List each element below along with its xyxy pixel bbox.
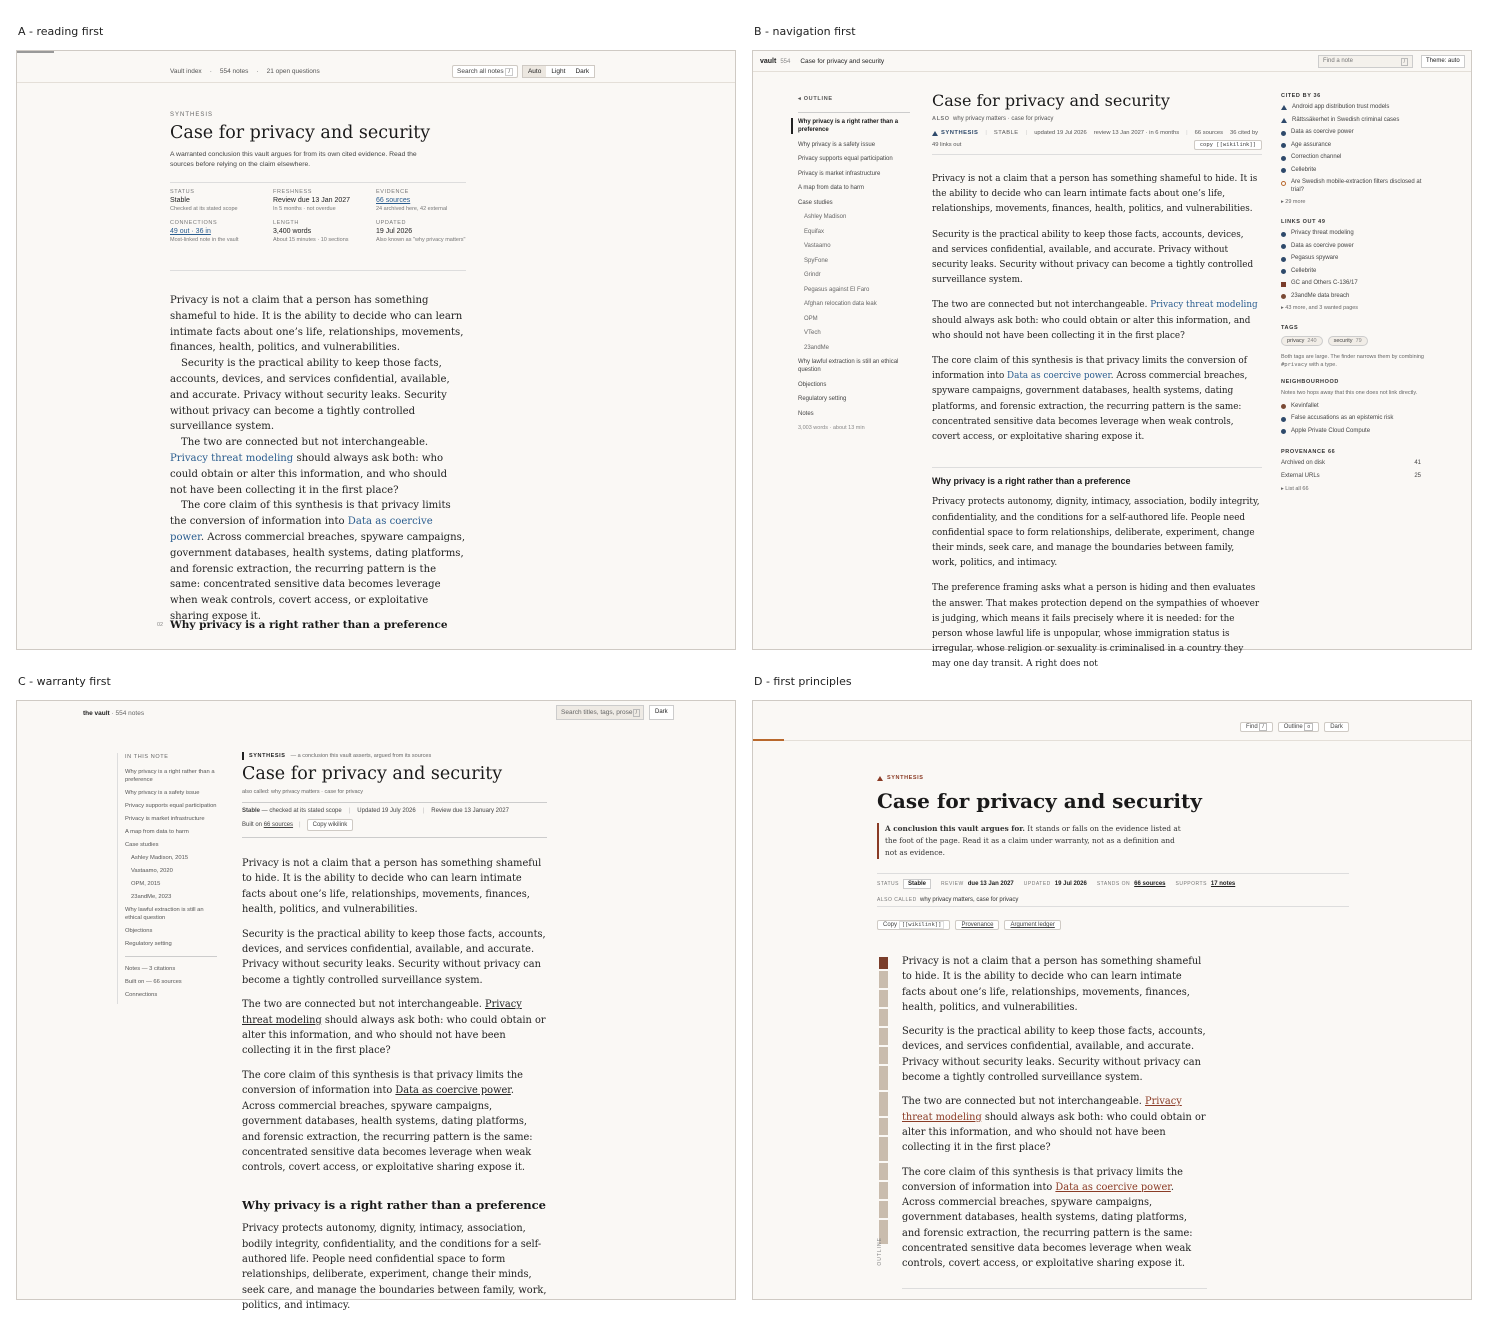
outline-rail-segment[interactable] xyxy=(879,971,888,988)
outline-sidebar xyxy=(798,95,910,439)
outline-rail-segment[interactable] xyxy=(879,1047,888,1064)
dot-icon xyxy=(1281,257,1286,262)
outline-item[interactable]: Case studies xyxy=(798,199,833,206)
side-list-label: Pegasus spyware xyxy=(1291,255,1339,261)
note-kicker: SYNTHESIS — a conclusion this vault asserts, argued from its sources xyxy=(242,752,547,760)
side-list-label: False accusations as an epistemic risk xyxy=(1291,415,1394,421)
breadcrumb: Vault index · 554 notes · 21 open questions xyxy=(170,68,320,75)
panel-label-c: C - warranty first xyxy=(18,675,111,688)
section-heading: Why privacy is a right rather than a preference xyxy=(170,619,448,631)
toc-item[interactable]: 23andMe, 2023 xyxy=(131,894,172,900)
toc-footer-item[interactable]: Built on — 66 sources xyxy=(125,979,182,985)
outline-item[interactable]: Ashley Madison xyxy=(804,214,847,220)
meta-review: REVIEW due 13 Jan 2027 xyxy=(941,881,1014,887)
copy-wikilink-button[interactable]: Copy wikilink xyxy=(307,819,354,831)
main-column xyxy=(932,91,1262,683)
paragraph-2: Security is the practical ability to keep those facts, accounts, devices, and services confidential, available, and accurate. Privacy without security leaks. Security without privacy can become a tightly controlled surveillance system. xyxy=(902,1026,1206,1084)
note-type-eyebrow: SYNTHESIS xyxy=(170,112,214,118)
theme-light-button[interactable]: Light xyxy=(551,68,566,75)
aliases: also called: why privacy matters · case for privacy xyxy=(242,789,364,795)
theme-switcher xyxy=(522,65,595,78)
outline-item[interactable]: Grindr xyxy=(804,272,821,278)
outline-item[interactable]: Why privacy is a right rather than a preference xyxy=(791,118,910,134)
meta-key: EVIDENCE xyxy=(376,189,409,195)
section-heading: Why privacy is a right rather than a preference xyxy=(242,1197,546,1212)
toc-item[interactable]: Why privacy is a safety issue xyxy=(125,790,200,796)
sources-count[interactable]: 66 sources xyxy=(1194,130,1224,136)
side-list-item[interactable] xyxy=(1281,117,1431,125)
meta-updated: UPDATED 19 Jul 2026 xyxy=(1023,881,1087,887)
note-body xyxy=(242,856,547,1314)
breadcrumb: Case for privacy and security xyxy=(800,58,885,65)
outline-rail-segment[interactable] xyxy=(879,1028,888,1045)
theme-dark-button[interactable]: Dark xyxy=(575,68,590,75)
outline-rail-segment[interactable] xyxy=(879,1201,888,1218)
top-bar xyxy=(17,51,735,83)
data-coercive-power-link[interactable]: Data as coercive power xyxy=(395,1085,511,1097)
side-list-label: Age assurance xyxy=(1291,141,1332,148)
search-key-hint: / xyxy=(505,68,513,76)
data-coercive-power-link[interactable]: Data as coercive power xyxy=(1007,371,1111,382)
outline-item[interactable]: Privacy supports equal participation xyxy=(798,156,893,162)
cited-more-link[interactable]: ▸ 29 more xyxy=(1281,199,1306,205)
side-list-item[interactable] xyxy=(1281,154,1431,162)
meta-grid xyxy=(170,189,466,244)
aliases: ALSO why privacy matters · case for privacy xyxy=(932,116,1054,122)
privacy-threat-modeling-link[interactable]: Privacy threat modeling xyxy=(170,452,294,464)
data-coercive-power-link[interactable]: Data as coercive power xyxy=(170,516,433,543)
side-list-item[interactable] xyxy=(1281,167,1431,175)
sources-link[interactable]: 66 sources xyxy=(263,822,294,828)
meta-key: LENGTH xyxy=(273,219,299,226)
paragraph-5: Privacy protects autonomy, dignity, intimacy, association, bodily integrity, confidentiality, and the conditions for a self-authored life. People need confidential space to form relationships, deliberate, experiment, change their minds, seek care, and manage the boundaries between family, work, politics, and intimacy. xyxy=(932,497,1260,569)
side-list-label: Android app distribution trust models xyxy=(1292,104,1390,110)
dot-icon xyxy=(1281,244,1286,249)
table-of-contents xyxy=(117,753,217,1004)
open-circle-icon xyxy=(1281,181,1286,186)
outline-item[interactable]: Vastaamo xyxy=(804,243,831,249)
side-list-label: Cellebrite xyxy=(1291,166,1317,173)
meta-sub: Checked at its stated scope xyxy=(170,206,238,212)
outline-heading: ◂ OUTLINE xyxy=(798,96,833,102)
side-list-label: Data as coercive power xyxy=(1291,129,1354,135)
triangle-icon xyxy=(1281,118,1287,123)
outline-item[interactable]: Pegasus against El Faro xyxy=(804,286,870,293)
note-body xyxy=(932,172,1262,673)
toc-item[interactable]: Regulatory setting xyxy=(125,941,172,947)
paragraph-1: Privacy is not a claim that a person has something shameful to hide. It is the ability to decide who can learn intimate facts about one’s life, relationships, movements, finances, health, politics, and vulnerabilities. xyxy=(170,295,464,354)
meta-key: FRESHNESS xyxy=(273,189,313,195)
tags-note: Both tags are large. The finder narrows them by combining #privacy with a type. xyxy=(1281,354,1424,368)
dot-icon xyxy=(1281,168,1286,173)
paragraph-5: Privacy protects autonomy, dignity, intimacy, association, bodily integrity, confidentiality, and the conditions for a self-authored life. People need confidential space to form relationships, deliberate, experiment, change their minds, seek care, and manage the boundaries between family, work, politics, and intimacy. xyxy=(242,1223,547,1312)
outline-item[interactable]: Afghan relocation data leak xyxy=(804,301,877,307)
links-out-more-link[interactable]: ▸ 43 more, and 3 wanted pages xyxy=(1281,305,1359,311)
paragraph-2: Security is the practical ability to keep those facts, accounts, devices, and services confidential, available, and accurate. Privacy without security leaks. Security without privacy can become a tightly controlled surveillance system. xyxy=(932,229,1254,286)
variant-d-panel xyxy=(752,700,1472,1300)
paragraph-4: The core claim of this synthesis is that privacy limits the conversion of information into Data as coercive power. Across commercial breaches, spyware campaigns, government databases, health systems, dating platforms, and forensic extraction, the recurring pattern is the same: concentrated sensitive data becomes leverage when weak controls, covert access, or exploitative sharing expose it. xyxy=(242,1069,533,1174)
side-list-label: Kevinfallet xyxy=(1291,402,1319,409)
meta-value: Stable xyxy=(170,197,190,204)
paragraph-4: The core claim of this synthesis is that privacy limits the conversion of information into Data as coercive power. Across commercial breaches, spyware campaigns, government databases, health systems, dating platforms, and forensic extraction, the recurring pattern is the same: concentrated sensitive data becomes leverage when weak controls, covert access, or exploitative sharing expose it. xyxy=(902,1166,1193,1270)
meta-sub: Also known as "why privacy matters" xyxy=(376,236,466,243)
side-list-item[interactable] xyxy=(1281,428,1431,436)
paragraph-3: The two are connected but not interchangeable. Privacy threat modeling should always ask both: who could obtain or alter this information, and who should not have been collecting it in the first place? xyxy=(170,437,448,496)
meta-value: Review due 13 Jan 2027 xyxy=(273,197,351,204)
toc-item[interactable]: Objections xyxy=(125,928,153,934)
outline-button[interactable]: Outline o xyxy=(1278,722,1319,732)
side-list-item[interactable] xyxy=(1281,415,1431,423)
side-list-label: Cellebrite xyxy=(1291,267,1317,274)
argument-ledger-button[interactable]: Argument ledger xyxy=(1004,920,1060,930)
outline-item[interactable]: Why privacy is a safety issue xyxy=(798,141,876,148)
side-list-label: Rättssäkerhet in Swedish criminal cases xyxy=(1292,116,1400,123)
toc-item[interactable]: Why lawful extraction is still an ethical question xyxy=(125,907,204,921)
meta-value: 3,400 words xyxy=(273,227,312,235)
side-list-item[interactable] xyxy=(1281,104,1431,112)
status-tag: STABLE xyxy=(993,130,1019,136)
meta-strip: SYNTHESIS | STABLE | updated 19 Jul 2026 review 13 Jan 2027 · in 6 months | 66 sources 36 cited by xyxy=(932,130,1262,136)
toc-item[interactable]: Vastaamo, 2020 xyxy=(131,868,173,874)
outline-item[interactable]: Privacy is market infrastructure xyxy=(798,170,881,177)
divider xyxy=(877,873,1349,874)
side-list-label: GC and Others C-136/17 xyxy=(1291,280,1358,286)
triangle-icon xyxy=(1281,105,1287,110)
meta-key: UPDATED xyxy=(376,219,407,226)
side-list-item[interactable] xyxy=(1281,403,1431,411)
outline-item[interactable]: Equifax xyxy=(804,228,825,235)
tags-heading: TAGS xyxy=(1281,325,1299,331)
meta-status[interactable]: STATUS Stable xyxy=(877,881,931,887)
variant-b-panel xyxy=(752,50,1472,670)
meta-value: 19 Jul 2026 xyxy=(376,227,413,235)
outline-item[interactable]: Regulatory setting xyxy=(798,396,847,402)
meta-sub: In 5 months · not overdue xyxy=(273,206,336,212)
search-button[interactable]: Search all notes / xyxy=(452,65,518,78)
privacy-threat-modeling-link[interactable]: Privacy threat modeling xyxy=(902,1096,1182,1123)
aliases: ALSO CALLED why privacy matters, case for privacy xyxy=(877,897,1019,903)
outline-item[interactable]: A map from data to harm xyxy=(798,185,865,191)
tag-chip[interactable]: security 79 xyxy=(1328,336,1368,346)
paragraph-1: Privacy is not a claim that a person has something shameful to hide. It is the ability to decide who can learn intimate facts about one’s life, relationships, movements, finances, health, politics, and vulnerabilities. xyxy=(242,858,542,916)
divider xyxy=(170,182,466,183)
side-list-label: Correction channel xyxy=(1291,154,1342,160)
top-bar xyxy=(753,701,1471,741)
main-column: SYNTHESIS — a conclusion this vault asserts, argued from its sources Case for privacy and security also called: why privacy matters · case for privacy Stable — checked at its stated scope | Updated 19 July 2026 | Review due 13 January 2027 Built on 66 sources | Copy wikilink Privacy is not a claim that a person has something shameful to hide. It is the ability to decide who can learn intimate facts about one’s life, relationships, movements, finances, health, politics, and vulnerabilities. Security is the practical ability to keep those facts, accounts, devices, and services confidential, available, and accurate. Privacy without security leaks. Security without privacy can become a tightly controlled surveillance system. The two are connected but not interchangeable. Privacy threat modeling should always ask both: who could obtain or alter this information, and who should not have been collecting it in the first place? The core claim of this synthesis is that privacy limits the conversion of information into Data as coercive power. Across commercial breaches, spyware campaigns, government databases, health systems, dating platforms, and forensic extraction, the recurring pattern is the same: concentrated sensitive data becomes leverage when weak controls, covert access, or exploitative sharing expose it. Why privacy is a right rather than a preference Privacy protects autonomy, dignity, intimacy, association, bodily integrity, confidentiality, and the conditions for a self-authored life. People need confidential space to form relationships, deliberate, experiment, change their minds, seek care, and manage the boundaries between family, work, politics, and intimacy. xyxy=(242,752,547,1323)
updated-date: Updated 19 July 2026 xyxy=(357,808,416,814)
reading-progress xyxy=(17,51,54,53)
meta-sub: 24 archived here, 42 external xyxy=(376,206,448,212)
reading-progress xyxy=(753,739,784,741)
cited-by-count[interactable]: 36 cited by xyxy=(1230,130,1259,136)
top-bar xyxy=(17,701,735,724)
warranty-strip: Stable — checked at its stated scope | Updated 19 July 2026 | Review due 13 January 2027 xyxy=(242,802,547,814)
theme-button[interactable]: Theme: auto xyxy=(1421,55,1465,68)
outline-rail-segment[interactable] xyxy=(879,1163,888,1180)
meta-length xyxy=(273,220,376,245)
meta-evidence xyxy=(376,189,466,214)
dot-icon xyxy=(1281,269,1286,274)
outline-item[interactable]: SpyFone xyxy=(804,257,829,264)
divider xyxy=(170,270,466,271)
links-out-heading: LINKS OUT 49 xyxy=(1281,219,1326,225)
meta-connections xyxy=(170,220,273,245)
page-deck: A warranted conclusion this vault argues for from its own cited evidence. Read the sources before relying on the claim elsewhere. xyxy=(170,151,417,168)
section-heading: Why privacy is a right rather than a preference xyxy=(932,467,1262,489)
provenance-row: External URLs 25 xyxy=(1281,473,1421,479)
dot-icon xyxy=(1281,232,1286,237)
brand[interactable]: the vault xyxy=(83,710,110,717)
outline-rail-label: OUTLINE xyxy=(877,1237,883,1266)
paragraph-1: Privacy is not a claim that a person has something shameful to hide. It is the ability to decide who can learn intimate facts about one’s life, relationships, movements, finances, health, politics, and vulnerabilities. xyxy=(902,956,1202,1013)
provenance-list-link[interactable]: ▸ List all 66 xyxy=(1281,486,1309,492)
meta-sub: About 15 minutes · 10 sections xyxy=(273,236,349,243)
outline-rail-segment[interactable] xyxy=(879,1066,888,1090)
dark-mode-button[interactable]: Dark xyxy=(1324,722,1349,732)
outline-item[interactable]: Why lawful extraction is still an ethical question xyxy=(798,359,899,373)
side-list-item[interactable] xyxy=(1281,142,1431,150)
brand[interactable]: vault xyxy=(760,58,777,65)
side-list-item[interactable] xyxy=(1281,243,1431,251)
find-button[interactable]: Find / xyxy=(1240,722,1273,732)
side-list-item[interactable] xyxy=(1281,230,1431,238)
side-list-label: Are Swedish mobile-extraction filters disclosed at trial? xyxy=(1291,179,1422,193)
meta-updated xyxy=(376,220,466,245)
review-date: review 13 Jan 2027 · in 6 months xyxy=(1093,130,1180,136)
built-on: Built on 66 sources xyxy=(242,822,294,828)
status: Stable — checked at its stated scope xyxy=(242,808,342,814)
dot-icon xyxy=(1281,294,1286,299)
divider xyxy=(902,1288,1207,1289)
links-out-count[interactable]: 49 links out xyxy=(932,142,962,148)
panel-label-a: A - reading first xyxy=(18,25,104,38)
toc-item[interactable]: OPM, 2015 xyxy=(131,881,161,887)
dot-icon xyxy=(1281,131,1286,136)
paragraph-3: The two are connected but not interchangeable. Privacy threat modeling should always ask both: who could obtain or alter this information, and who should not have been collecting it in the first place? xyxy=(242,999,546,1057)
panel-label-b: B - navigation first xyxy=(754,25,856,38)
side-list-label: Apple Private Cloud Compute xyxy=(1291,427,1371,434)
outline-footer: 3,003 words · about 13 min xyxy=(798,425,865,431)
page-title: Case for privacy and security xyxy=(242,764,503,784)
dot-icon xyxy=(1281,417,1286,422)
outline-item[interactable]: VTech xyxy=(804,330,821,336)
toc-item[interactable]: Privacy supports equal participation xyxy=(125,803,217,809)
vault-index-link[interactable]: Vault index xyxy=(170,68,202,75)
side-list-item[interactable] xyxy=(1281,268,1431,276)
variant-c-panel xyxy=(16,700,736,1312)
toc-item[interactable]: Case studies xyxy=(125,842,159,848)
side-list-item[interactable] xyxy=(1281,179,1431,194)
meta-value[interactable]: 49 out · 36 in xyxy=(170,227,211,235)
paragraph-2: Security is the practical ability to keep those facts, accounts, devices, and services confidential, available, and accurate. Privacy without security leaks. Security without privacy can become a tightly controlled surveillance system. xyxy=(170,358,450,433)
page-title: Case for privacy and security xyxy=(170,123,431,143)
outline-rail-segment[interactable] xyxy=(879,1137,888,1161)
outline-rail-segment[interactable] xyxy=(879,1009,888,1026)
side-list-item[interactable] xyxy=(1281,129,1431,137)
outline-rail-segment[interactable] xyxy=(879,957,888,969)
meta-supports[interactable]: SUPPORTS 17 notes xyxy=(1175,881,1236,887)
side-list-item[interactable] xyxy=(1281,293,1431,301)
outline-item[interactable]: OPM xyxy=(804,315,818,322)
note-type-eyebrow: SYNTHESIS xyxy=(877,775,924,781)
neighbourhood-note: Notes two hops away that this one does not link directly. xyxy=(1281,390,1418,396)
toc-heading: IN THIS NOTE xyxy=(125,754,169,760)
paragraph-4: The core claim of this synthesis is that privacy limits the conversion of information into Data as coercive power. Across commercial breaches, spyware campaigns, government databases, health systems, dating platforms, and forensic extraction, the recurring pattern is the same: concentrated sensitive data becomes leverage when weak controls, covert access, or exploitative sharing expose it. xyxy=(170,500,466,622)
neighbourhood-heading: NEIGHBOURHOOD xyxy=(1281,379,1339,385)
toc-footer-item[interactable]: Connections xyxy=(125,992,158,998)
toc-item[interactable]: Privacy is market infrastructure xyxy=(125,816,205,822)
open-questions-link[interactable]: 21 open questions xyxy=(266,68,320,75)
find-note-input[interactable]: Find a note / xyxy=(1318,55,1413,68)
outline-item[interactable]: Objections xyxy=(798,381,827,388)
panel-label-d: D - first principles xyxy=(754,675,852,688)
warranty-deck: A conclusion this vault argues for. It stands or falls on the evidence listed at the foot of the page. Read it as a claim under warranty, not as a definition and not as evidence. xyxy=(877,823,1187,859)
paragraph-3: The two are connected but not interchangeable. Privacy threat modeling should always ask both: who could obtain or alter this information, and who should not have been collecting it in the first place? xyxy=(932,300,1258,341)
outline-rail[interactable] xyxy=(879,957,888,1246)
provenance-row: Archived on disk 41 xyxy=(1281,460,1421,466)
dot-icon xyxy=(1281,143,1286,148)
note-body xyxy=(902,954,1207,1281)
square-icon xyxy=(1281,282,1286,287)
theme-auto-button[interactable]: Auto xyxy=(523,66,546,77)
meta-status xyxy=(170,189,273,214)
copy-wikilink-button[interactable]: Copy [[wikilink]] xyxy=(877,920,950,930)
outline-rail-segment[interactable] xyxy=(879,1118,888,1135)
dot-icon xyxy=(1281,156,1286,161)
page-title: Case for privacy and security xyxy=(877,789,1202,813)
toc-item[interactable]: Ashley Madison, 2015 xyxy=(131,855,189,861)
outline-rail-segment[interactable] xyxy=(879,990,888,1007)
copy-wikilink-button[interactable]: copy [[wikilink]] xyxy=(1194,140,1262,150)
privacy-threat-modeling-link[interactable]: Privacy threat modeling xyxy=(1150,300,1258,311)
paragraph-2: Security is the practical ability to keep those facts, accounts, devices, and services confidential, available, and accurate. Privacy without security leaks. Security without privacy can become a tightly controlled surveillance system. xyxy=(242,928,546,986)
side-list-label: Privacy threat modeling xyxy=(1291,230,1354,236)
side-list-item[interactable] xyxy=(1281,255,1431,263)
side-list-item[interactable] xyxy=(1281,280,1431,288)
outline-rail-segment[interactable] xyxy=(879,1182,888,1199)
right-sidebar xyxy=(1281,93,1431,492)
data-coercive-power-link[interactable]: Data as coercive power xyxy=(1055,1181,1171,1193)
privacy-threat-modeling-link[interactable]: Privacy threat modeling xyxy=(242,999,522,1026)
page-title: Case for privacy and security xyxy=(932,91,1170,110)
search-input[interactable]: Search titles, tags, prose / xyxy=(556,705,644,720)
dot-icon xyxy=(1281,404,1286,409)
type-tag: SYNTHESIS xyxy=(941,130,979,136)
top-bar xyxy=(753,51,1471,72)
tag-chip[interactable]: privacy 240 xyxy=(1281,336,1323,346)
cited-by-heading: CITED BY 36 xyxy=(1281,93,1321,99)
dark-mode-button[interactable]: Dark xyxy=(649,705,674,720)
meta-value[interactable]: 66 sources xyxy=(376,197,411,204)
paragraph-6: The preference framing asks what a person is hiding and then evaluates the answer. That makes protection depend on the sympathies of whoever is judging, which means it fails precisely where it is needed: for the person whose lawful life is unpopular, whose immigration status is irregular, whose religion or sexuality is criminalised in a country they may one day transit. A right does not xyxy=(932,583,1260,670)
paragraph-4: The core claim of this synthesis is that privacy limits the conversion of information into Data as coercive power. Across commercial breaches, spyware campaigns, government databases, health systems, dating platforms, and forensic extraction, the recurring pattern is the same: concentrated sensitive data becomes leverage when weak controls, covert access, or exploitative sharing expose it. xyxy=(932,356,1248,443)
meta-key: STATUS xyxy=(170,189,195,195)
toc-item[interactable]: Why privacy is a right rather than a preference xyxy=(125,769,215,783)
side-list-label: 23andMe data breach xyxy=(1291,292,1350,299)
provenance-heading: PROVENANCE 66 xyxy=(1281,449,1336,455)
variant-a-panel xyxy=(16,50,736,650)
outline-item[interactable]: 23andMe xyxy=(804,344,830,351)
toc-item[interactable]: A map from data to harm xyxy=(125,829,189,835)
dot-icon xyxy=(1281,429,1286,434)
divider xyxy=(877,906,1349,907)
review-date: Review due 13 January 2027 xyxy=(431,808,509,814)
meta-sub: Most-linked note in the vault xyxy=(170,236,239,243)
meta-key: CONNECTIONS xyxy=(170,219,218,226)
outline-rail-segment[interactable] xyxy=(879,1092,888,1116)
meta-freshness xyxy=(273,189,376,214)
meta-strip xyxy=(877,881,1235,887)
note-body xyxy=(170,293,466,625)
notes-count: 554 notes xyxy=(219,68,249,75)
notes-count: · 554 notes xyxy=(111,710,145,717)
paragraph-1: Privacy is not a claim that a person has something shameful to hide. It is the ability to decide who can learn intimate facts about one’s life, relationships, movements, finances, health, politics, and vulnerabilities. xyxy=(932,174,1258,215)
updated-date: updated 19 Jul 2026 xyxy=(1034,130,1087,136)
meta-stands-on[interactable]: STANDS ON 66 sources xyxy=(1096,881,1166,887)
section-number: 02 xyxy=(157,622,164,628)
notes-count: 554 xyxy=(780,59,791,65)
provenance-button[interactable]: Provenance xyxy=(955,920,999,930)
toc-footer-item[interactable]: Notes — 3 citations xyxy=(125,966,176,972)
outline-item[interactable]: Notes xyxy=(798,410,814,417)
side-list-label: Data as coercive power xyxy=(1291,242,1354,249)
paragraph-3: The two are connected but not interchangeable. Privacy threat modeling should always ask both: who could obtain or alter this information, and who should not have been collecting it in the first place? xyxy=(902,1096,1206,1154)
